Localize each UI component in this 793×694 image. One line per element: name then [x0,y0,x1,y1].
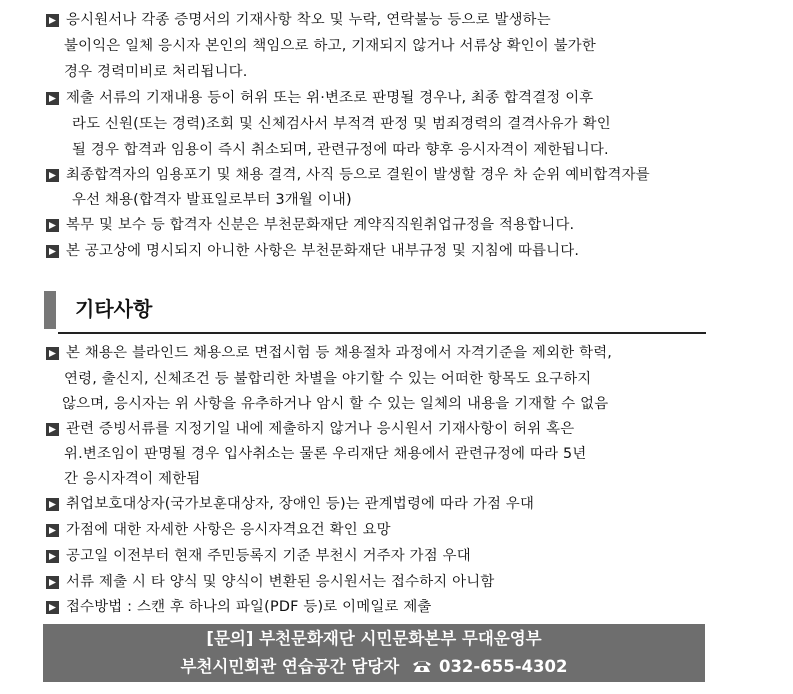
arrow-box-bullet-icon [46,576,59,589]
item-text-line: 복무 및 보수 등 합격자 신분은 부천문화재단 계약직직원취업규정을 적용합니다. [66,217,575,233]
arrow-box-bullet-icon [46,601,59,614]
item-text-line: 최종합격자의 임용포기 및 채용 결격, 사직 등으로 결원이 발생할 경우 차 순위 예비합격자를 [66,167,650,183]
item-text-line: 연령, 출신지, 신체조건 등 불합리한 차별을 야기할 수 있는 어떠한 항목도 요구하지 [64,371,592,387]
item-text-line: 우선 채용(합격자 발표일로부터 3개월 이내) [72,192,352,208]
item-text-line: 라도 신원(또는 경력)조회 및 신체검사서 부적격 판정 및 범죄경력의 결격사유가 확인 [72,116,611,132]
arrow-box-bullet-icon [46,524,59,537]
item-text-line: 관련 증빙서류를 지정기일 내에 제출하지 않거나 응시원서 기재사항이 허위 혹은 [66,421,575,437]
section-divider [58,332,706,334]
item-text-line: 간 응시자격이 제한됨 [64,471,201,487]
telephone-icon [411,657,433,671]
arrow-box-bullet-icon [46,14,59,27]
item-text-line: 될 경우 합격과 임용이 즉시 취소되며, 관련규정에 따라 향후 응시자격이 제한됩니다. [72,142,609,158]
item-text-line: 서류 제출 시 타 양식 및 양식이 변환된 응시원서는 접수하지 아니함 [66,574,495,590]
arrow-box-bullet-icon [46,423,59,436]
item-text-line: 본 채용은 블라인드 채용으로 면접시험 등 채용절차 과정에서 자격기준을 제외한 학력, [66,345,613,361]
item-text-line: 취업보호대상자(국가보훈대상자, 장애인 등)는 관계법령에 따라 가점 우대 [66,496,535,512]
contact-person-line [43,656,705,678]
arrow-box-bullet-icon [46,92,59,105]
arrow-box-bullet-icon [46,498,59,511]
item-text-line: 응시원서나 각종 증명서의 기재사항 착오 및 누락, 연락불능 등으로 발생하는 [66,12,551,28]
arrow-box-bullet-icon [46,347,59,360]
contact-phone: 032-655-4302 [438,657,568,676]
item-text-line: 않으며, 응시자는 위 사항을 유추하거나 암시 할 수 있는 일체의 내용을 기재할 수 없음 [62,396,609,412]
item-text-line: 경우 경력미비로 처리됩니다. [64,64,248,80]
arrow-box-bullet-icon [46,550,59,563]
section-marker-bar [44,291,56,329]
arrow-box-bullet-icon [46,169,59,182]
item-text-line: 위.변조임이 판명될 경우 입사취소는 물론 우리재단 채용에서 관련규정에 따라 5년 [64,446,587,462]
item-text-line: 본 공고상에 명시되지 아니한 사항은 부천문화재단 내부규정 및 지침에 따릅니다. [66,243,580,259]
section-title: 기타사항 [75,297,153,321]
item-text-line: 가점에 대한 자세한 사항은 응시자격요건 확인 요망 [66,522,391,538]
item-text-line: 접수방법 : 스캔 후 하나의 파일(PDF 등)로 이메일로 제출 [66,599,432,615]
contact-person: 부천시민회관 연습공간 담당자 [180,657,400,676]
arrow-box-bullet-icon [46,219,59,232]
item-text-line: 제출 서류의 기재내용 등이 허위 또는 위·변조로 판명될 경우나, 최종 합격결정 이후 [66,90,594,106]
contact-box [43,624,705,682]
contact-department: [문의] 부천문화재단 시민문화본부 무대운영부 [206,629,542,648]
item-text-line: 공고일 이전부터 현재 주민등록지 기준 부천시 거주자 가점 우대 [66,548,471,564]
arrow-box-bullet-icon [46,245,59,258]
item-text-line: 불이익은 일체 응시자 본인의 책임으로 하고, 기재되지 않거나 서류상 확인이 불가한 [64,38,596,54]
